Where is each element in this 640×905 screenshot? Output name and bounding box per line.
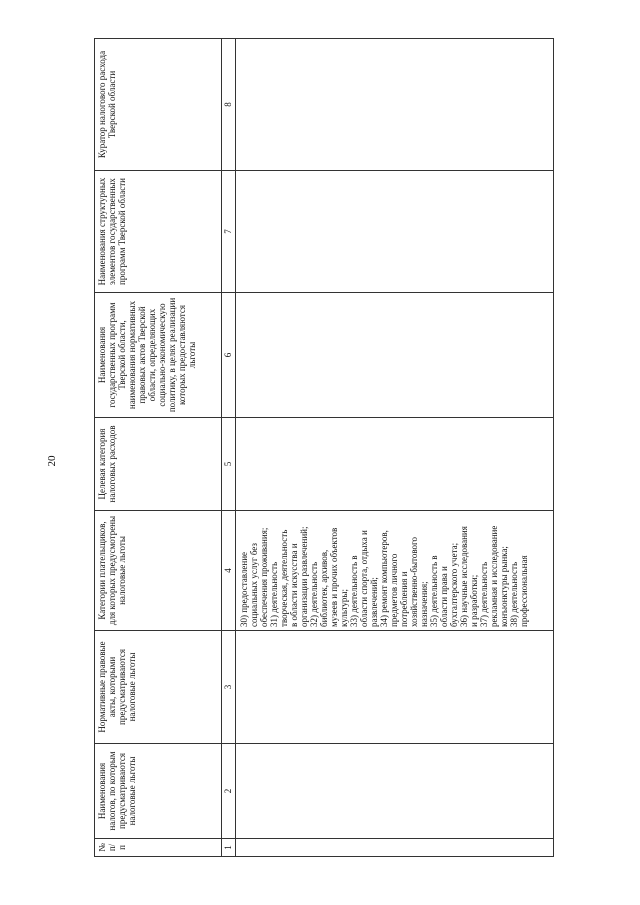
category-line: хозяйственно-бытового	[409, 536, 419, 627]
column-number: 1	[222, 839, 236, 857]
category-line: и разработки;	[469, 574, 479, 627]
header-text: Наименования государственных программ Тверской области, наименования нормативных правовых актов Тверской области, определяющих социально-экономическую политику, в целях реализации которых предоставляются льготы	[97, 297, 197, 413]
column-number: 8	[222, 39, 236, 171]
category-line: 31) деятельность	[269, 561, 279, 627]
column-number: 7	[222, 171, 236, 293]
header-cell-2	[95, 744, 222, 839]
table-row	[236, 39, 554, 857]
category-line: 33) деятельность в	[349, 555, 359, 627]
header-text: Целевая категория налоговых расходов	[97, 425, 117, 503]
cell-legal-acts	[236, 631, 554, 744]
category-line: области спорта, отдыха и	[359, 530, 369, 627]
category-line: 30) предоставление	[239, 551, 249, 627]
page-number: 20	[46, 455, 58, 467]
header-text: Нормативные правовые акты, которыми предусматриваются налоговые льготы	[97, 641, 137, 733]
cell-number	[236, 839, 554, 857]
category-line: в области искусства и	[289, 543, 299, 627]
cell-payer-categories	[236, 511, 554, 631]
category-line: конъюнктуры рынка;	[499, 546, 509, 627]
category-line: 37) деятельность	[479, 561, 489, 627]
header-text: Куратор налогового расхода Тверской области	[97, 50, 117, 159]
header-row	[95, 39, 222, 857]
category-line: 32) деятельность	[309, 561, 319, 627]
category-line: развлечений;	[369, 577, 379, 627]
category-line: рекламная и исследование	[489, 525, 499, 627]
column-number-row	[222, 39, 236, 857]
header-text: Наименования структурных элементов государственных программ Тверской области	[97, 177, 127, 286]
category-line: назначения;	[419, 581, 429, 627]
column-number: 6	[222, 293, 236, 418]
category-line: культуры;	[339, 589, 349, 627]
category-line: музеев и прочих объектов	[329, 527, 339, 627]
category-line: организации развлечений;	[299, 526, 309, 627]
category-line: 36) научные исследования	[459, 526, 469, 627]
column-number: 3	[222, 631, 236, 744]
header-text: № п/п	[97, 843, 127, 852]
header-cell-4	[95, 511, 222, 631]
tax-expenditure-table	[94, 38, 554, 857]
header-cell-8	[95, 39, 222, 171]
category-line: социальных услуг без	[249, 543, 259, 627]
category-line: обеспечения проживания;	[259, 527, 269, 627]
header-cell-7	[95, 171, 222, 293]
cell-state-programs	[236, 293, 554, 418]
category-line: профессиональная	[519, 555, 529, 627]
category-line: 34) ремонт компьютеров,	[379, 530, 389, 627]
header-text: Категории плательщиков, для которых предусмотрены налоговые льготы	[97, 515, 127, 626]
category-line: предметов личного	[389, 553, 399, 627]
category-line: 38) деятельность	[509, 561, 519, 627]
category-line: творческая, деятельность	[279, 529, 289, 627]
header-text: Наименования налогов, по которым предусматриваются налоговые льготы	[97, 751, 137, 831]
cell-target-category	[236, 418, 554, 511]
category-line: области права и	[439, 566, 449, 627]
category-line: 35) деятельность в	[429, 555, 439, 627]
header-cell-5	[95, 418, 222, 511]
header-cell-1	[95, 839, 222, 857]
rotated-table-container	[94, 39, 557, 857]
header-cell-3	[95, 631, 222, 744]
cell-program-elements	[236, 171, 554, 293]
column-number: 4	[222, 511, 236, 631]
cell-curator	[236, 39, 554, 171]
category-line: бухгалтерского учета;	[449, 542, 459, 627]
column-number: 2	[222, 744, 236, 839]
category-line: потребления и	[399, 571, 409, 627]
column-number: 5	[222, 418, 236, 511]
category-line: библиотек, архивов,	[319, 549, 329, 627]
cell-tax-name	[236, 744, 554, 839]
header-cell-6	[95, 293, 222, 418]
